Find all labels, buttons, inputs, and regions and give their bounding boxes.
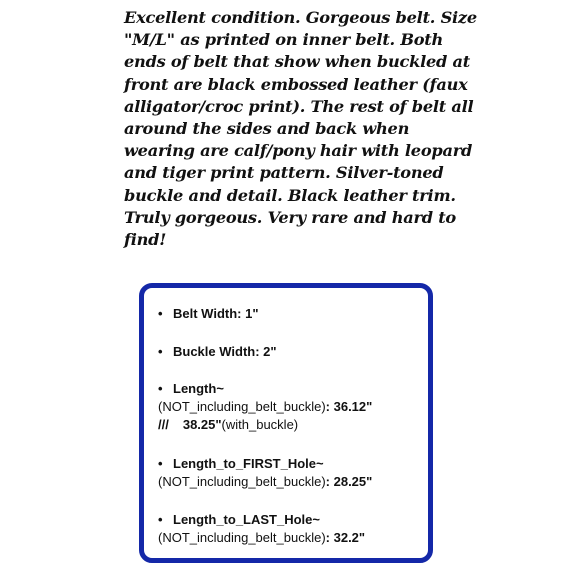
- length-not-including-text: (NOT_including_belt_buckle): [158, 399, 326, 414]
- length-value-with-buckle: 38.25": [182, 417, 222, 432]
- specs-box: [139, 283, 433, 563]
- last-hole-detail-line: [158, 529, 365, 547]
- buckle-width-label: Buckle Width: 2": [173, 344, 277, 359]
- last-hole-colon: :: [325, 530, 334, 545]
- last-hole-label: Length_to_LAST_Hole~: [173, 512, 320, 527]
- belt-width-label: Belt Width: 1": [173, 306, 259, 321]
- bullet-icon: •: [158, 456, 163, 471]
- length-colon: :: [325, 399, 334, 414]
- length-with-buckle-text: (with_buckle): [221, 417, 299, 432]
- length-detail-line: [158, 398, 372, 416]
- last-hole-value: 32.2": [333, 530, 366, 545]
- length-separator: ///: [158, 417, 169, 432]
- first-hole-colon: :: [325, 474, 334, 489]
- last-hole-not-including-text: (NOT_including_belt_buckle): [158, 530, 326, 545]
- bullet-icon: •: [158, 344, 163, 359]
- length-with-buckle-line: [158, 416, 298, 434]
- first-hole-value: 28.25": [333, 474, 373, 489]
- length-value-no-buckle: 36.12": [333, 399, 373, 414]
- first-hole-not-including-text: (NOT_including_belt_buckle): [158, 474, 326, 489]
- length-label: Length~: [173, 381, 224, 396]
- bullet-icon: •: [158, 306, 163, 321]
- item-description: Excellent condition. Gorgeous belt. Size "M/L" as printed on inner belt. Both ends of belt that show when buckled at front are black embossed leather (faux alligator/croc print). The rest of belt all around the sides and back when wearing are calf/pony hair with leopard and tiger print pattern. Silver-toned buckle and detail. Black leather trim. Truly gorgeous. Very rare and hard to find!: [124, 8, 477, 250]
- first-hole-detail-line: [158, 473, 372, 491]
- first-hole-label: Length_to_FIRST_Hole~: [173, 456, 324, 471]
- bullet-icon: •: [158, 512, 163, 527]
- bullet-icon: •: [158, 381, 163, 396]
